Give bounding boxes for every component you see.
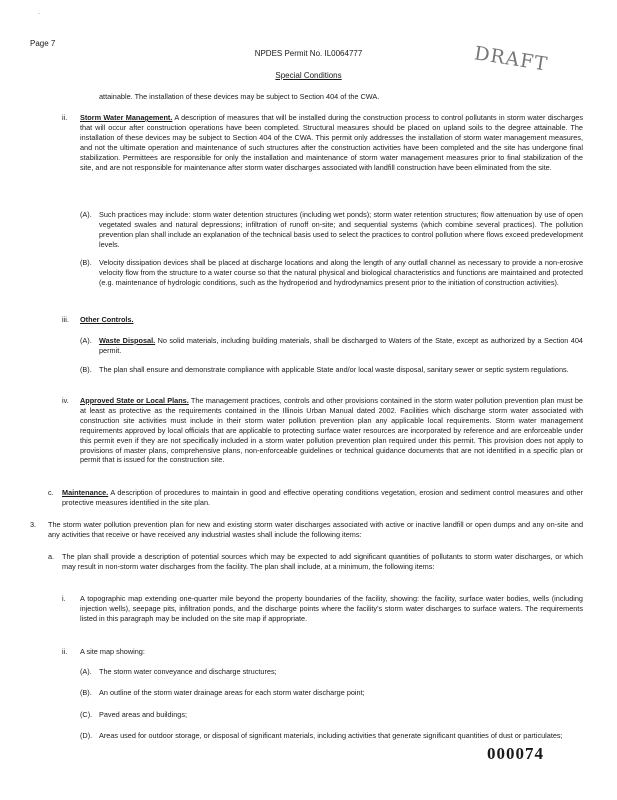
item-ii-a-text: Such practices may include: storm water detention structures (including wet ponds); storm water retention structures; flow attenuation by use of open vegetated swales and natural depressions; infiltration of runoff on-site; and sequential systems (which combine several practices). The pollution prevention plan shall include an explanation of the technical basis used to select the practices to control pollution where flows exceed predevelopment levels. <box>99 210 583 249</box>
item-a-ii-d-marker: (D). <box>80 731 93 740</box>
draft-stamp: DRAFT <box>472 42 550 76</box>
item-iii-a-text: No solid materials, including building materials, shall be discharged to Waters of the State, except as authorized by a Section 404 permit. <box>99 336 583 355</box>
item-a-marker: a. <box>48 552 55 561</box>
item-a-ii-b-marker: (B). <box>80 688 92 697</box>
item-ii-heading: Storm Water Management. <box>80 113 173 122</box>
page-label: Page 7 <box>30 39 56 48</box>
scan-mark: ˙ <box>38 12 41 21</box>
item-a-text: The plan shall provide a description of potential sources which may be expected to add significant quantities of pollutants to storm water discharges, or which may result in non-storm water discharges from the facility. The plan shall include, at a minimum, the following items: <box>62 552 583 571</box>
page-number: 000074 <box>487 744 544 763</box>
item-ii-b-text: Velocity dissipation devices shall be placed at discharge locations and along the length of any outfall channel as necessary to provide a non-erosive velocity flow from the structure to a water course so that the natural physical and biological characteristics and functions are maintained and protected (e.g. maintenance of hydrologic conditions, such as the hydroperiod and hydrodynamics present prior to the initiation of construction activities). <box>99 258 583 287</box>
item-a-ii-marker: ii. <box>62 647 68 656</box>
item-iii-a-marker: (A). <box>80 336 92 345</box>
item-ii-b-marker: (B). <box>80 258 92 267</box>
item-c-paragraph <box>62 488 583 508</box>
item-a-ii-c-marker: (C). <box>80 710 93 719</box>
item-iv-heading: Approved State or Local Plans. <box>80 396 189 405</box>
item-a-ii-text: A site map showing: <box>80 647 145 656</box>
item-iii-a-heading: Waste Disposal. <box>99 336 156 345</box>
item-a-i-text: A topographic map extending one-quarter mile beyond the property boundaries of the facility, showing: the facility, surface water bodies, wells (including injection wells), seepage pits, infiltration ponds, and the discharge points where the facility's storm water discharges to surface waters. The requirements listed in this paragraph may be included on the site map if appropriate. <box>80 594 583 623</box>
item-iii-heading: Other Controls. <box>80 315 134 324</box>
item-a-ii-b-text: An outline of the storm water drainage areas for each storm water discharge point; <box>99 688 365 697</box>
item-iv-text: The management practices, controls and other provisions contained in the storm water pollution prevention plan must be at least as protective as the requirements contained in the Illinois Urban Manual dated 2002. Facilities which discharge storm water associated with construction site activities must include in their storm water pollution prevention plan any applicable local requirements. Storm water management requirements approved by local officials that are applicable to protecting surface water resources are incorporated by reference and are enforceable under this permit even if they are not specifically included in a storm water pollution prevention plan required under this permit. This provision does not apply to provisions of master plans, comprehensive plans, non-enforceable guidelines or technical guidance documents that are not identified in a specific plan or permit that is issued for the construction site. <box>80 396 583 465</box>
item-a-ii-d-text: Areas used for outdoor storage, or disposal of significant materials, including activities that generate significant quantities of dust or particulates; <box>99 731 563 740</box>
item-ii-paragraph <box>80 113 583 172</box>
item-a-ii-c-text: Paved areas and buildings; <box>99 710 188 719</box>
item-c-heading: Maintenance. <box>62 488 109 497</box>
item-a-ii-a-marker: (A). <box>80 667 92 676</box>
item-c-marker: c. <box>48 488 54 497</box>
item-iii-marker: iii. <box>62 315 69 324</box>
item-iii-b-marker: (B). <box>80 365 92 374</box>
permit-number: NPDES Permit No. IL0064777 <box>254 49 363 58</box>
continuation-line: attainable. The installation of these devices may be subject to Section 404 of the CWA. <box>99 92 380 101</box>
item-iv-paragraph <box>80 396 583 465</box>
item-ii-a-marker: (A). <box>80 210 92 219</box>
item-a-ii-a-text: The storm water conveyance and discharge structures; <box>99 667 277 676</box>
item-iv-marker: iv. <box>62 396 69 405</box>
item-ii-marker: ii. <box>62 113 68 122</box>
item-ii-text: A description of measures that will be installed during the construction process to control pollutants in storm water discharges that will occur after construction operations have been completed. Structural measures should be placed on upland soils to the degree attainable. The installation of these devices may be subject to Section 404 of the CWA. This permit only addresses the installation of storm water management measures, and not the ultimate operation and maintenance of such structures after the construction activities have been completed and the site has undergone final stabilization. Permittees are responsible for only the installation and maintenance of storm water management measures prior to final stabilization of the site, and are not responsible for maintenance after storm water discharges associated with landfill construction have been eliminated from the site. <box>80 113 583 172</box>
page-title: Special Conditions <box>275 71 342 80</box>
item-3-marker: 3. <box>30 520 37 529</box>
item-iii-b-text: The plan shall ensure and demonstrate compliance with applicable State and/or local waste disposal, sanitary sewer or septic system regulations. <box>99 365 569 374</box>
item-a-i-marker: i. <box>62 594 66 603</box>
item-c-text: A description of procedures to maintain in good and effective operating conditions vegetation, erosion and sediment control measures and other protective measures identified in the site plan. <box>62 488 584 507</box>
item-3-text: The storm water pollution prevention plan for new and existing storm water discharges associated with active or inactive landfill or open dumps and any on-site and any activities that receive or have received any industrial wastes shall include the following items: <box>48 520 583 539</box>
item-iii-a-paragraph <box>99 336 583 356</box>
